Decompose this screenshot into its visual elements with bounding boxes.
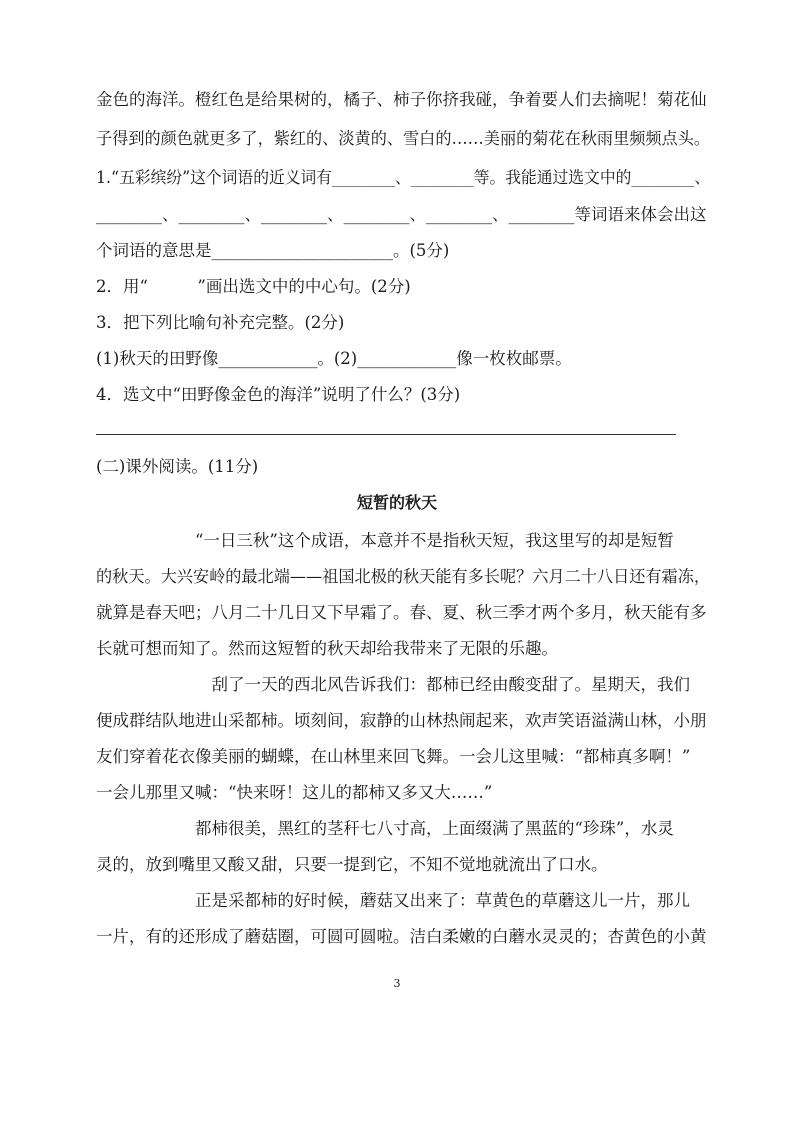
text-line: 1.“五彩缤纷”这个词语的近义词有________、________等。我能通过选文中的________、 [96, 168, 711, 187]
text-line: 灵的，放到嘴里又酸又甜，只要一提到它，不知不觉地就流出了口水。 [96, 855, 608, 874]
text-line: (二)课外阅读。(11分) [96, 457, 259, 476]
text-line: 的秋天。大兴安岭的最北端——祖国北极的秋天能有多长呢？六月二十八日还有霜冻， [96, 567, 711, 586]
text-line: 2．用“ ”画出选文中的中心句。(2分) [96, 277, 411, 296]
text-line: 便成群结队地进山采都柿。顷刻间，寂静的山林热闹起来，欢声笑语溢满山林，小朋 [96, 711, 707, 730]
article-title: 短暂的秋天 [356, 493, 437, 512]
text-line: 3．把下列比喻句补充完整。(2分) [96, 313, 345, 332]
text-line: 个词语的意思是______________________。(5分) [96, 241, 450, 260]
text-line: 友们穿着花衣像美丽的蝴蝶，在山林里来回飞舞。一会儿这里喊：“都柿真多啊！” [96, 747, 691, 766]
text-line: 一片，有的还形成了蘑菇圈，可圆可圆啦。洁白柔嫩的白蘑水灵灵的；杏黄色的小黄 [96, 927, 707, 946]
text-line: 刮了一天的西北风告诉我们：都柿已经由酸变甜了。星期天，我们 [96, 675, 690, 694]
text-line: (1)秋天的田野像____________。(2)____________像一枚枚邮票。 [96, 349, 572, 368]
text-line: 长就可想而知了。然而这短暂的秋天却给我带来了无限的乐趣。 [96, 639, 558, 658]
text-line: 就算是春天吧；八月二十几日又下早霜了。春、夏、秋三季才两个多月，秋天能有多 [96, 603, 707, 622]
text-line: 正是采都柿的好时候，蘑菇又出来了：草黄色的草蘑这儿一片，那儿 [96, 891, 690, 910]
answer-line [96, 434, 676, 435]
text-line: 都柿很美，黑红的茎秆七八寸高，上面缀满了黑蓝的“珍珠”，水灵 [96, 819, 674, 838]
text-line: ________、________、________、________、________、________等词语来体会出这 [96, 205, 707, 224]
text-line: 4．选文中“田野像金色的海洋”说明了什么？(3分) [96, 385, 461, 404]
text-line: 子得到的颜色就更多了，紫红的、淡黄的、雪白的……美丽的菊花在秋雨里频频点头。 [96, 129, 711, 148]
text-line: 金色的海洋。橙红色是给果树的，橘子、柿子你挤我碰，争着要人们去摘呢！菊花仙 [96, 90, 707, 109]
page-number: 3 [393, 977, 401, 990]
text-line: 一会儿那里又喊：“快来呀！这儿的都柿又多又大……” [96, 783, 493, 802]
text-line: “一日三秋”这个成语，本意并不是指秋天短，我这里写的却是短暂 [96, 531, 674, 550]
